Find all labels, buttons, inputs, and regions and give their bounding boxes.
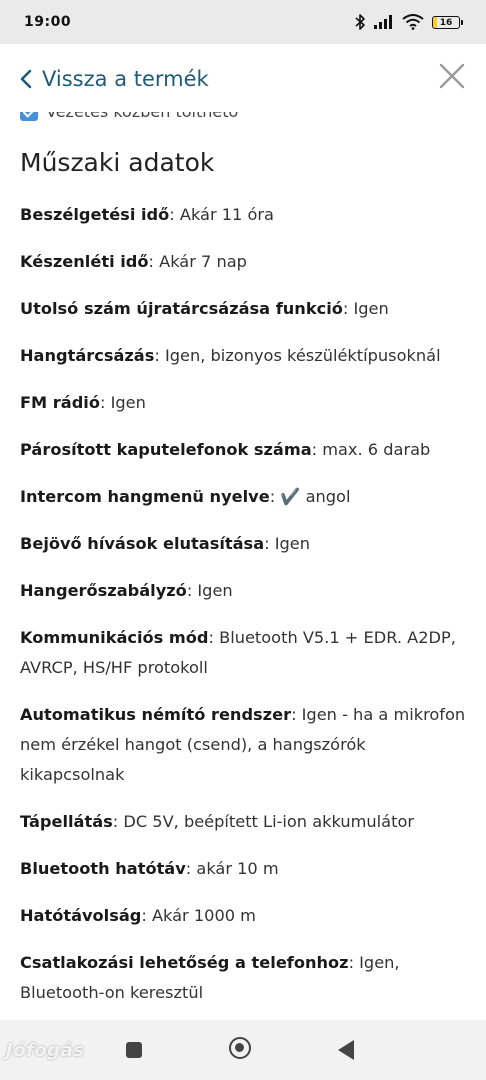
- spec-item: [20, 388, 472, 418]
- spec-label: Párosított kaputelefonok száma: [20, 440, 312, 459]
- spec-label: Beszélgetési idő: [20, 205, 170, 224]
- spec-label: FM rádió: [20, 393, 100, 412]
- spec-label: Tápellátás: [20, 812, 113, 831]
- spec-value: : Akár 1000 m: [141, 906, 256, 925]
- battery-icon: [432, 16, 460, 29]
- spec-item: [20, 901, 472, 931]
- spec-label: Hatótávolság: [20, 906, 142, 925]
- spec-label: Intercom hangmenü nyelve: [20, 487, 270, 506]
- spec-label: Kommunikációs mód: [20, 628, 209, 647]
- status-icons: [354, 12, 460, 32]
- header: [0, 44, 486, 112]
- spec-value: : Igen - ha a mikrofon nem érzékel hangot (csend), a hangszórók kikapcsolnak: [20, 705, 466, 784]
- chevron-left-icon: [20, 69, 32, 89]
- spec-item: [20, 294, 472, 324]
- spec-label: Bejövő hívások elutasítása: [20, 534, 265, 553]
- wifi-icon: [402, 14, 424, 30]
- spec-list: [20, 200, 472, 1020]
- spec-label: Hangerőszabályzó: [20, 581, 187, 600]
- spec-value: : Igen, Bluetooth-on keresztül: [20, 953, 400, 1002]
- spec-item: [20, 482, 472, 512]
- spec-label: Csatlakozási lehetőség a telefonhoz: [20, 953, 349, 972]
- spec-item: [20, 341, 472, 371]
- watermark-logo: Jófogás: [6, 1040, 85, 1061]
- battery-level: 16: [439, 17, 453, 28]
- signal-icon: [374, 15, 394, 29]
- battery-fill: [433, 17, 437, 28]
- status-time: 19:00: [24, 14, 72, 30]
- spec-label: Készenléti idő: [20, 252, 149, 271]
- back-label: Vissza a termék: [42, 67, 209, 91]
- spec-item: [20, 948, 472, 1008]
- bluetooth-icon: [354, 13, 366, 31]
- spec-value: : Igen: [264, 534, 310, 553]
- spec-item: [20, 529, 472, 559]
- spec-label: Automatikus némító rendszer: [20, 705, 292, 724]
- section-title: Műszaki adatok: [20, 148, 215, 177]
- spec-value: : Bluetooth V5.1 + EDR. A2DP, AVRCP, HS/HF protokoll: [20, 628, 456, 677]
- spec-item: [20, 854, 472, 884]
- spec-item: [20, 435, 472, 465]
- spec-label: Hangtárcsázás: [20, 346, 155, 365]
- spec-item: [20, 247, 472, 277]
- status-bar: [0, 0, 486, 44]
- spec-value: : Akár 11 óra: [169, 205, 274, 224]
- spec-label: Utolsó szám újratárcsázása funkció: [20, 299, 343, 318]
- spec-value: : akár 10 m: [185, 859, 279, 878]
- spec-item: [20, 623, 472, 683]
- spec-item: [20, 200, 472, 230]
- product-details[interactable]: [20, 100, 472, 1020]
- spec-label: Bluetooth hatótáv: [20, 859, 186, 878]
- spec-value: : Akár 7 nap: [148, 252, 247, 271]
- close-button[interactable]: [438, 62, 466, 90]
- spec-value: : Igen: [99, 393, 146, 412]
- home-icon[interactable]: [229, 1037, 251, 1059]
- spec-value: : Igen, bizonyos készüléktípusoknál: [154, 346, 441, 365]
- spec-item: [20, 807, 472, 837]
- spec-value: : DC 5V, beépített Li-ion akkumulátor: [112, 812, 414, 831]
- spec-value: : ✔️ angol: [269, 487, 351, 506]
- spec-value: : Igen: [342, 299, 389, 318]
- back-icon[interactable]: [338, 1040, 354, 1060]
- close-icon: [438, 62, 466, 90]
- spec-value: : Igen: [186, 581, 233, 600]
- spec-item: [20, 576, 472, 606]
- spec-value: : max. 6 darab: [311, 440, 431, 459]
- recent-apps-icon[interactable]: [126, 1042, 142, 1058]
- spec-item: [20, 700, 472, 790]
- back-button[interactable]: [20, 62, 209, 96]
